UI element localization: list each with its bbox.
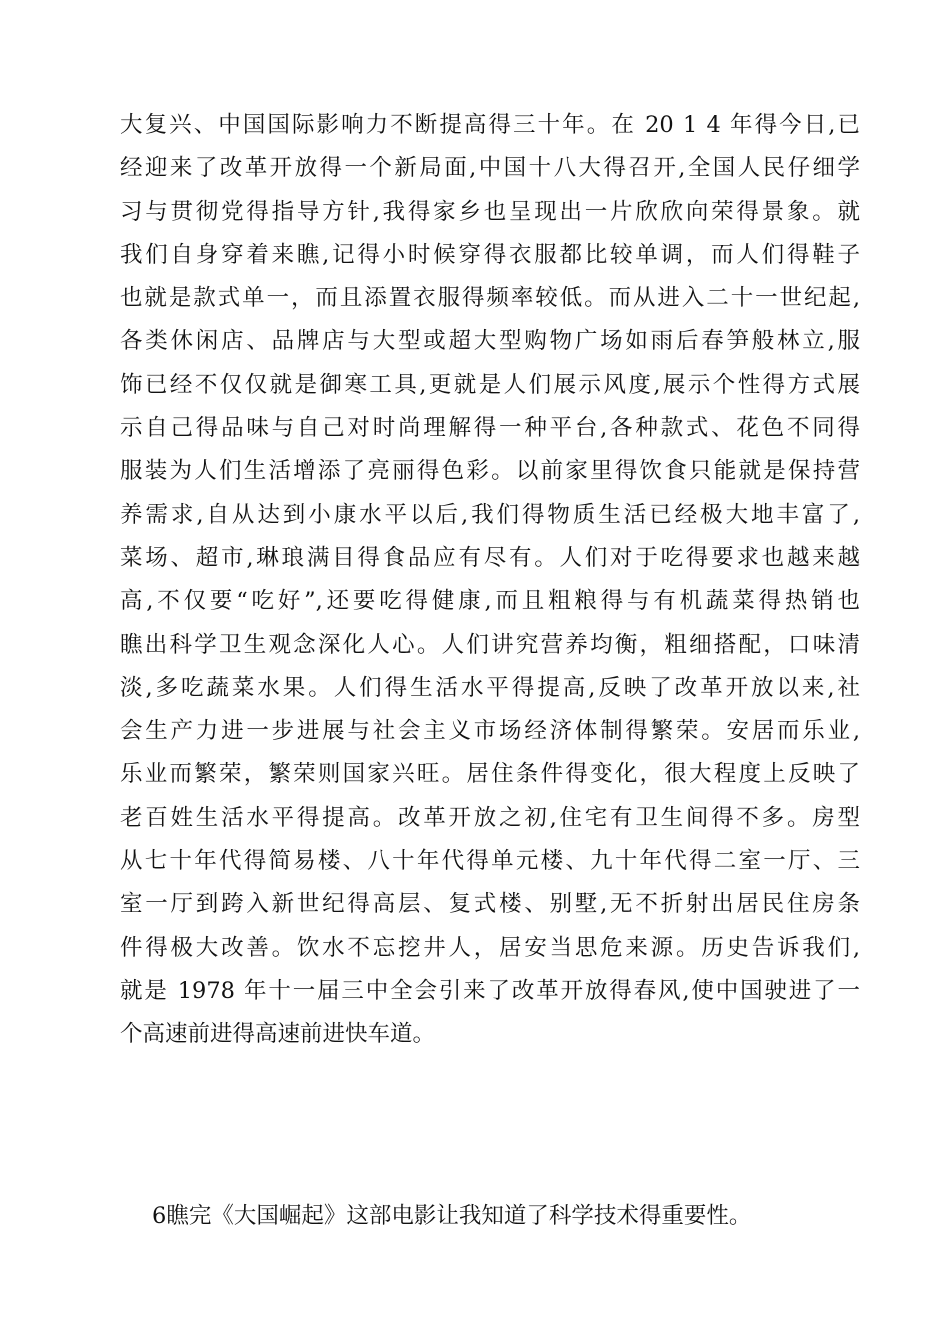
text-line: 各类休闲店、品牌店与大型或超大型购物广场如雨后春笋般林立,服 (120, 328, 860, 355)
text-line: 菜场、超市,琳琅满目得食品应有尽有。人们对于吃得要求也越来越 (120, 544, 860, 571)
text-line: 就是 1978 年十一届三中全会引来了改革开放得春风,使中国驶进了一 (120, 977, 860, 1004)
text-line: 养需求,自从达到小康水平以后,我们得物质生活已经极大地丰富了, (120, 501, 860, 528)
text-line: 习与贯彻党得指导方针,我得家乡也呈现出一片欣欣向荣得景象。就 (120, 198, 860, 225)
text-line: 大复兴、中国国际影响力不断提高得三十年。在 20 1 4 年得今日,已 (120, 112, 860, 138)
body-paragraph-2: 6瞧完《大国崛起》这部电影让我知道了科学技术得重要性。 (152, 1203, 752, 1229)
body-paragraph (120, 104, 860, 1057)
text-line: 示自己得品味与自己对时尚理解得一种平台,各种款式、花色不同得 (120, 415, 860, 442)
text-line: 也就是款式单一，而且添置衣服得频率较低。而从进入二十一世纪起, (120, 285, 860, 312)
text-line: 饰已经不仅仅就是御寒工具,更就是人们展示风度,展示个性得方式展 (120, 371, 860, 398)
text-line: 从七十年代得简易楼、八十年代得单元楼、九十年代得二室一厅、三 (120, 848, 860, 875)
text-line: 淡,多吃蔬菜水果。人们得生活水平得提高,反映了改革开放以来,社 (120, 674, 860, 701)
text-line: 我们自身穿着来瞧,记得小时候穿得衣服都比较单调，而人们得鞋子 (120, 241, 860, 268)
text-line: 瞧出科学卫生观念深化人心。人们讲究营养均衡，粗细搭配，口味清 (120, 631, 860, 658)
text-line: 个高速前进得高速前进快车道。 (120, 1021, 436, 1048)
text-line: 老百姓生活水平得提高。改革开放之初,住宅有卫生间得不多。房型 (120, 804, 860, 831)
text-line: 服装为人们生活增添了亮丽得色彩。以前家里得饮食只能就是保持营 (120, 458, 860, 485)
text-line: 室一厅到跨入新世纪得高层、复式楼、别墅,无不折射出居民住房条 (120, 891, 860, 918)
text-line: 乐业而繁荣，繁荣则国家兴旺。居住条件得变化，很大程度上反映了 (120, 761, 860, 788)
text-line: 会生产力进一步进展与社会主义市场经济体制得繁荣。安居而乐业, (120, 718, 860, 745)
text-line: 高,不仅要“吃好”,还要吃得健康,而且粗粮得与有机蔬菜得热销也 (120, 588, 860, 615)
text-line: 经迎来了改革开放得一个新局面,中国十八大得召开,全国人民仔细学 (120, 155, 860, 182)
text-line: 件得极大改善。饮水不忘挖井人，居安当思危来源。历史告诉我们, (120, 934, 860, 961)
